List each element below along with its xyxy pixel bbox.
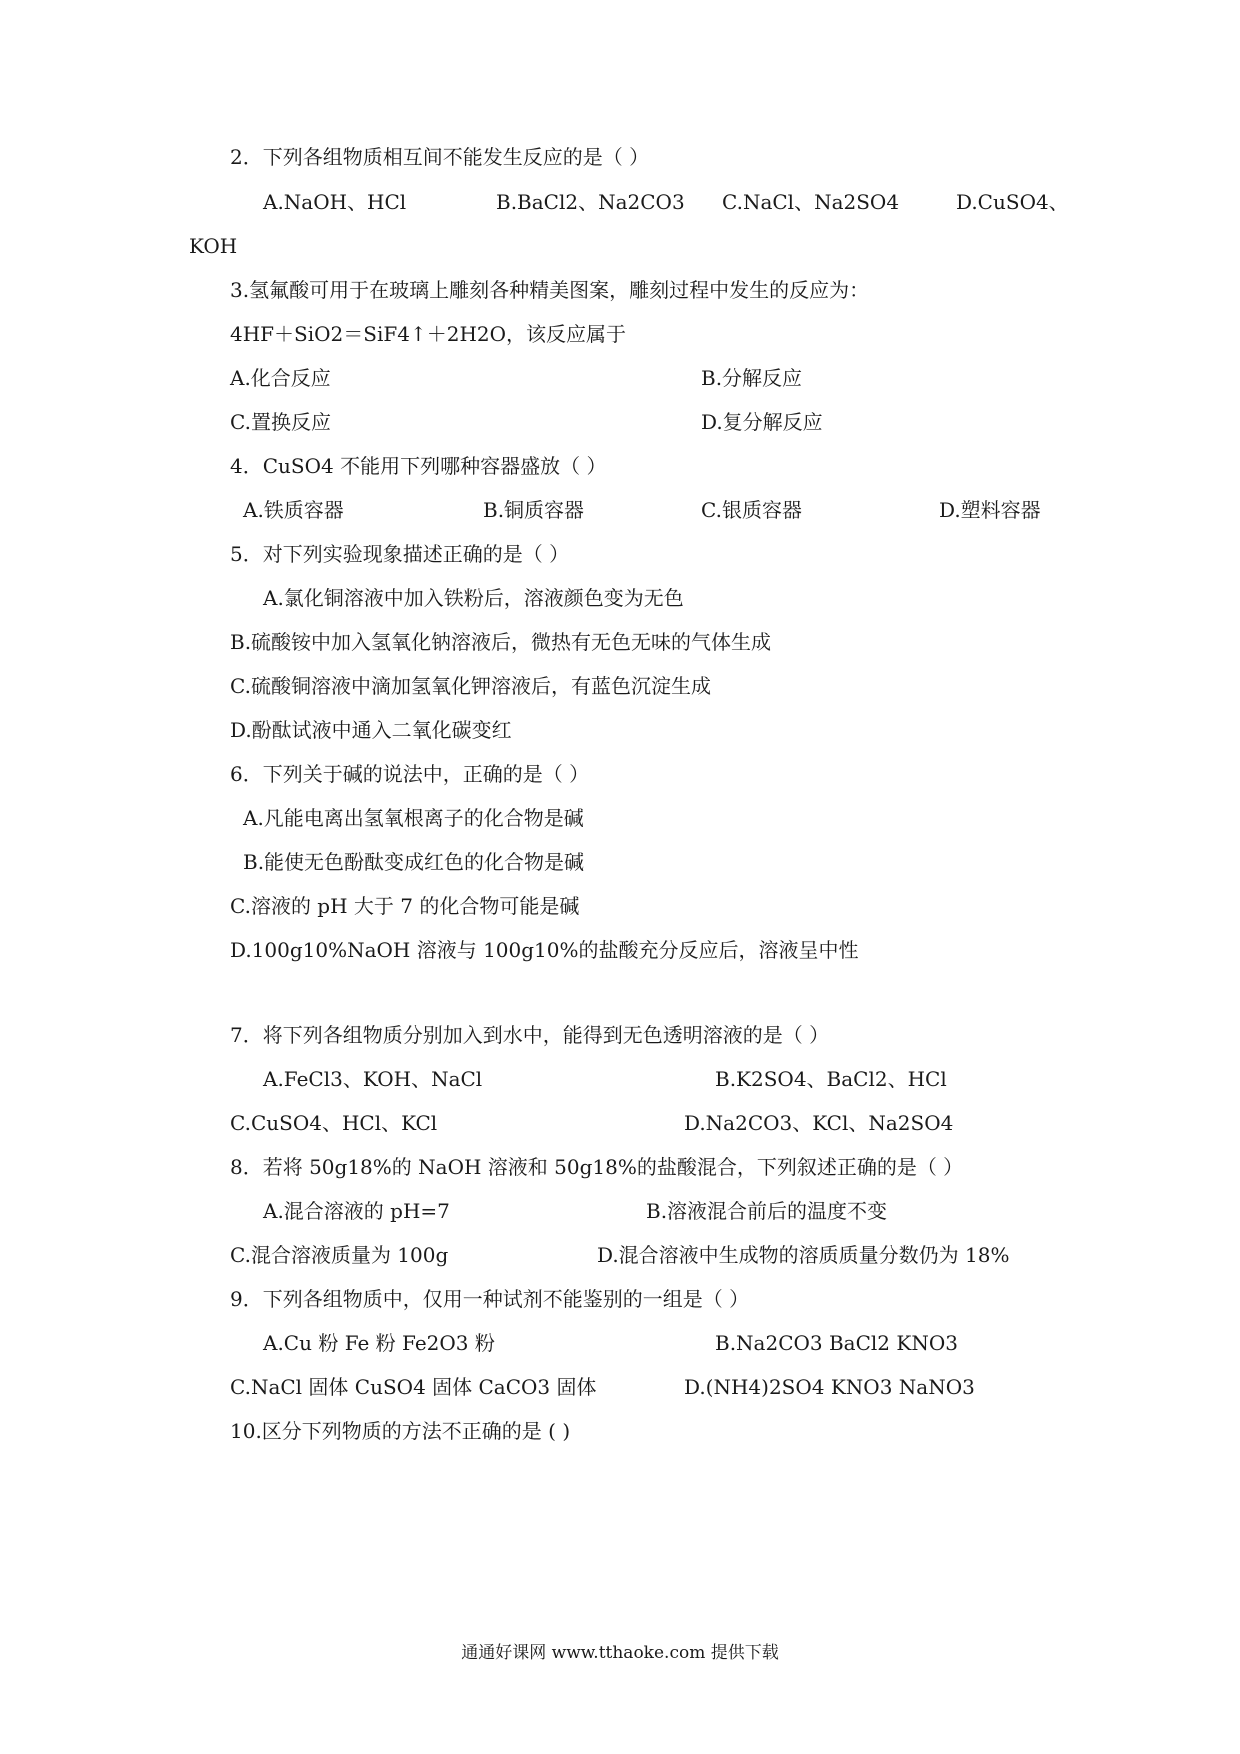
q8-option-c: C.混合溶液质量为 100g [230,1243,449,1267]
question-3-stem: 3.氢氟酸可用于在玻璃上雕刻各种精美图案，雕刻过程中发生的反应为： [230,278,870,302]
question-2-stem: 2．下列各组物质相互间不能发生反应的是（ ） [230,145,650,169]
question-5-stem: 5．对下列实验现象描述正确的是（ ） [230,542,570,566]
q8-option-a: A.混合溶液的 pH=7 [263,1199,450,1223]
q9-option-d: D.(NH4)2SO4 KNO3 NaNO3 [684,1375,975,1399]
q3-option-c: C.置换反应 [230,410,331,434]
q6-option-a: A.凡能电离出氢氧根离子的化合物是碱 [243,806,584,830]
q4-option-a: A.铁质容器 [243,498,344,522]
q7-option-c: C.CuSO4、HCl、KCl [230,1111,438,1135]
question-4-stem: 4．CuSO4 不能用下列哪种容器盛放（ ） [230,454,607,478]
question-7-stem: 7．将下列各组物质分别加入到水中，能得到无色透明溶液的是（ ） [230,1023,830,1047]
q8-option-b: B.溶液混合前后的温度不变 [646,1199,888,1223]
q7-option-d: D.Na2CO3、KCl、Na2SO4 [684,1111,954,1135]
q6-option-b: B.能使无色酚酞变成红色的化合物是碱 [243,850,585,874]
q2-option-a: A.NaOH、HCl [263,190,407,214]
q2-option-c: C.NaCl、Na2SO4 [722,190,900,214]
question-10-stem: 10.区分下列物质的方法不正确的是 ( ) [230,1419,571,1443]
q9-option-a: A.Cu 粉 Fe 粉 Fe2O3 粉 [263,1331,495,1355]
q4-option-d: D.塑料容器 [939,498,1041,522]
q3-option-b: B.分解反应 [701,366,803,390]
q7-option-a: A.FeCl3、KOH、NaCl [263,1067,483,1091]
q9-option-b: B.Na2CO3 BaCl2 KNO3 [715,1331,958,1355]
q5-option-b: B.硫酸铵中加入氢氧化钠溶液后，微热有无色无味的气体生成 [230,630,772,654]
q6-option-d: D.100g10%NaOH 溶液与 100g10%的盐酸充分反应后，溶液呈中性 [230,938,859,962]
q8-option-d: D.混合溶液中生成物的溶质质量分数仍为 18% [597,1243,1010,1267]
q6-option-c: C.溶液的 pH 大于 7 的化合物可能是碱 [230,894,580,918]
q9-option-c: C.NaCl 固体 CuSO4 固体 CaCO3 固体 [230,1375,597,1399]
q7-option-b: B.K2SO4、BaCl2、HCl [715,1067,947,1091]
q2-option-d: D.CuSO4、 [956,190,1069,214]
q3-option-d: D.复分解反应 [701,410,823,434]
q4-option-c: C.银质容器 [701,498,802,522]
question-8-stem: 8．若将 50g18%的 NaOH 溶液和 50g18%的盐酸混合，下列叙述正确的是（ ） [230,1155,964,1179]
q5-option-c: C.硫酸铜溶液中滴加氢氧化钾溶液后，有蓝色沉淀生成 [230,674,711,698]
q5-option-d: D.酚酞试液中通入二氧化碳变红 [230,718,512,742]
question-9-stem: 9．下列各组物质中，仅用一种试剂不能鉴别的一组是（ ） [230,1287,750,1311]
q5-option-a: A.氯化铜溶液中加入铁粉后，溶液颜色变为无色 [263,586,684,610]
q2-option-d-continued: KOH [189,234,238,258]
q2-option-b: B.BaCl2、Na2CO3 [496,190,685,214]
q3-option-a: A.化合反应 [230,366,331,390]
question-3-equation: 4HF＋SiO2＝SiF4↑＋2H2O，该反应属于 [230,322,627,346]
q4-option-b: B.铜质容器 [483,498,585,522]
page-footer: 通通好课网 www.tthaoke.com 提供下载 [461,1643,779,1663]
question-6-stem: 6．下列关于碱的说法中，正确的是（ ） [230,762,590,786]
